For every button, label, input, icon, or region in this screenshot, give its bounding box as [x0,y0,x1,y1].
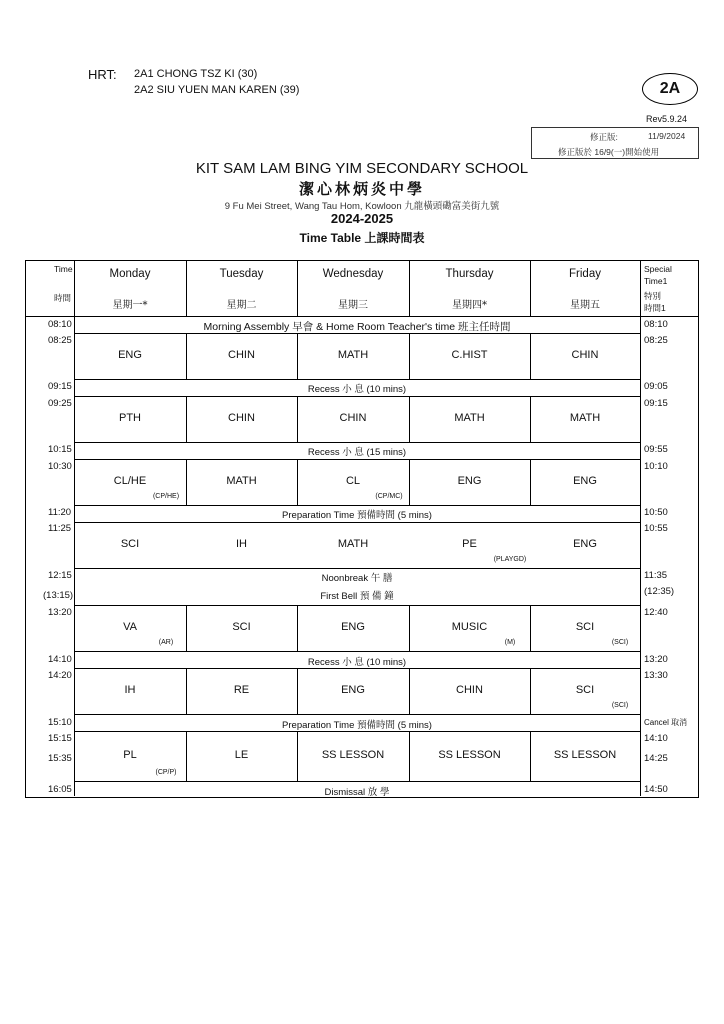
special-time-label: 11:35 [644,570,668,581]
header-time-zh: 時間 [54,293,72,303]
time-label: (13:15) [43,590,74,601]
school-name-zh: 潔心林炳炎中學 [298,180,425,198]
period-cell: MATH [454,412,485,424]
special-time-label: 08:10 [644,319,668,330]
time-label: 15:15 [48,733,72,744]
header-special-4: 時間1 [644,303,666,313]
period-cell: MATH [337,538,369,550]
special-time-label: 14:25 [644,753,668,764]
col-divider [74,261,75,796]
special-time-label: 10:55 [644,523,668,534]
special-time-label: 12:40 [644,607,668,618]
timetable-grid [25,260,699,798]
period-cell: SCI [575,621,595,633]
period-cell: RE [233,684,250,696]
banner-dismissal: Dismissal 放 學 [324,787,390,798]
banner-recess-1: Recess 小 息 (10 mins) [307,384,407,395]
period-cell: IH [236,538,247,550]
header-time-en: Time [54,264,73,274]
header-special-1: Special [644,264,672,274]
time-label: 10:15 [48,444,72,455]
header-friday: Friday [569,268,601,280]
timetable-title: Time Table 上課時間表 [299,231,425,245]
header-special-2: Time1 [644,276,668,286]
room-label: (SCI) [611,639,629,646]
revised-label: 修正版: [590,132,618,142]
time-label: 09:25 [48,398,72,409]
hrt-teacher-1: 2A1 CHONG TSZ KI (30) [134,68,258,80]
header-wednesday-zh: 星期三 [338,300,368,311]
period-cell: ENG [573,538,597,550]
period-cell: PE [462,538,477,550]
period-cell: MATH [337,349,369,361]
school-address: 9 Fu Mei Street, Wang Tau Hom, Kowloon 九龍橫頭磡富美街九號 [224,201,500,212]
header-monday-zh: 星期一* [112,300,148,311]
room-label: (CP/P) [155,769,177,776]
banner-noonbreak: Noonbreak 午 膳 [321,573,393,584]
room-label: (AR) [158,639,174,646]
time-label: 16:05 [48,784,72,795]
special-time-label: 09:55 [644,444,668,455]
special-time-label: 10:10 [644,461,668,472]
header-monday: Monday [109,268,151,280]
revision-effective: 修正版於 16/9(一)開始使用 [558,147,660,157]
time-label: 08:25 [48,335,72,346]
period-cell: MATH [226,475,257,487]
period-cell: SS LESSON [553,749,617,761]
period-cell: ENG [573,475,597,487]
period-cell: ENG [341,621,365,633]
period-cell: PL [123,749,137,761]
header-thursday: Thursday [445,268,494,280]
period-cell: ENG [457,475,482,487]
period-cell: CL [345,475,361,487]
period-cell: VA [123,621,137,633]
period-cell: SS LESSON [321,749,385,761]
time-label: 08:10 [48,319,72,330]
period-cell: MATH [569,412,601,424]
period-cell: SCI [232,621,251,633]
time-label: 15:10 [48,717,72,728]
period-cell: CHIN [339,412,367,424]
period-cell: CHIN [456,684,483,696]
time-label: 10:30 [48,461,72,472]
banner-recess-3: Recess 小 息 (10 mins) [307,657,407,668]
revised-date: 11/9/2024 [648,131,686,141]
period-cell: SCI [120,538,140,550]
period-cell: ENG [341,684,365,696]
period-cell: CHIN [228,349,255,361]
special-time-label: 14:10 [644,733,668,744]
period-cell: PTH [119,412,141,424]
special-time-label: 09:15 [644,398,668,409]
room-label: (M) [504,639,516,646]
school-name-en: KIT SAM LAM BING YIM SECONDARY SCHOOL [195,160,529,177]
period-cell: CHIN [228,412,255,424]
period-cell: ENG [118,349,142,361]
revision-version: Rev5.9.24 [646,114,688,124]
header-tuesday-zh: 星期二 [226,300,257,311]
special-time-label: 08:25 [644,335,668,346]
time-label: 11:20 [48,507,72,518]
time-label: 12:15 [48,570,72,581]
period-cell: SCI [575,684,595,696]
banner-preparation-1: Preparation Time 預備時間 (5 mins) [282,510,432,521]
special-time-label: 13:20 [644,654,668,665]
header-thursday-zh: 星期四* [452,300,487,311]
header-friday-zh: 星期五 [570,300,600,311]
period-cell: CHIN [571,349,599,361]
time-label: 09:15 [48,381,72,392]
special-time-label: (12:35) [644,586,675,597]
header-tuesday: Tuesday [219,268,264,280]
time-label: 13:20 [48,607,72,618]
period-cell: CL/HE [113,475,147,487]
hrt-label: HRT: [88,67,117,82]
banner-assembly: Morning Assembly 早會 & Home Room Teacher's time 班主任時間 [203,321,511,333]
hrt-teacher-2: 2A2 SIU YUEN MAN KAREN (39) [134,84,300,96]
period-cell: LE [234,749,249,761]
special-time-label: 10:50 [644,507,668,518]
banner-recess-2: Recess 小 息 (15 mins) [307,447,407,458]
room-label: (PLAYGD) [493,556,527,563]
col-divider [640,261,641,796]
period-cell: IH [124,684,136,696]
room-label: (CP/HE) [152,493,180,500]
period-cell: C.HIST [451,349,488,361]
banner-preparation-2: Preparation Time 預備時間 (5 mins) [282,720,432,731]
special-time-label: 14:50 [644,784,668,795]
special-time-label: 09:05 [644,381,668,392]
class-code-badge: 2A [642,73,698,105]
header-wednesday: Wednesday [322,268,384,280]
special-time-label: 13:30 [644,670,668,681]
time-label: 14:10 [48,654,72,665]
period-cell: SS LESSON [438,749,501,761]
header-special-3: 特別 [644,291,662,301]
room-label: (CP/MC) [375,493,403,500]
time-label: 15:35 [48,753,72,764]
period-cell: MUSIC [451,621,488,633]
time-label: 11:25 [48,523,72,534]
banner-first-bell: First Bell 預 備 鐘 [320,591,394,602]
room-label: (SCI) [611,702,629,709]
revision-box [531,127,699,159]
special-time-cancel: Cancel 取消 [644,718,688,727]
time-label: 14:20 [48,670,72,681]
school-year: 2024-2025 [330,211,394,226]
